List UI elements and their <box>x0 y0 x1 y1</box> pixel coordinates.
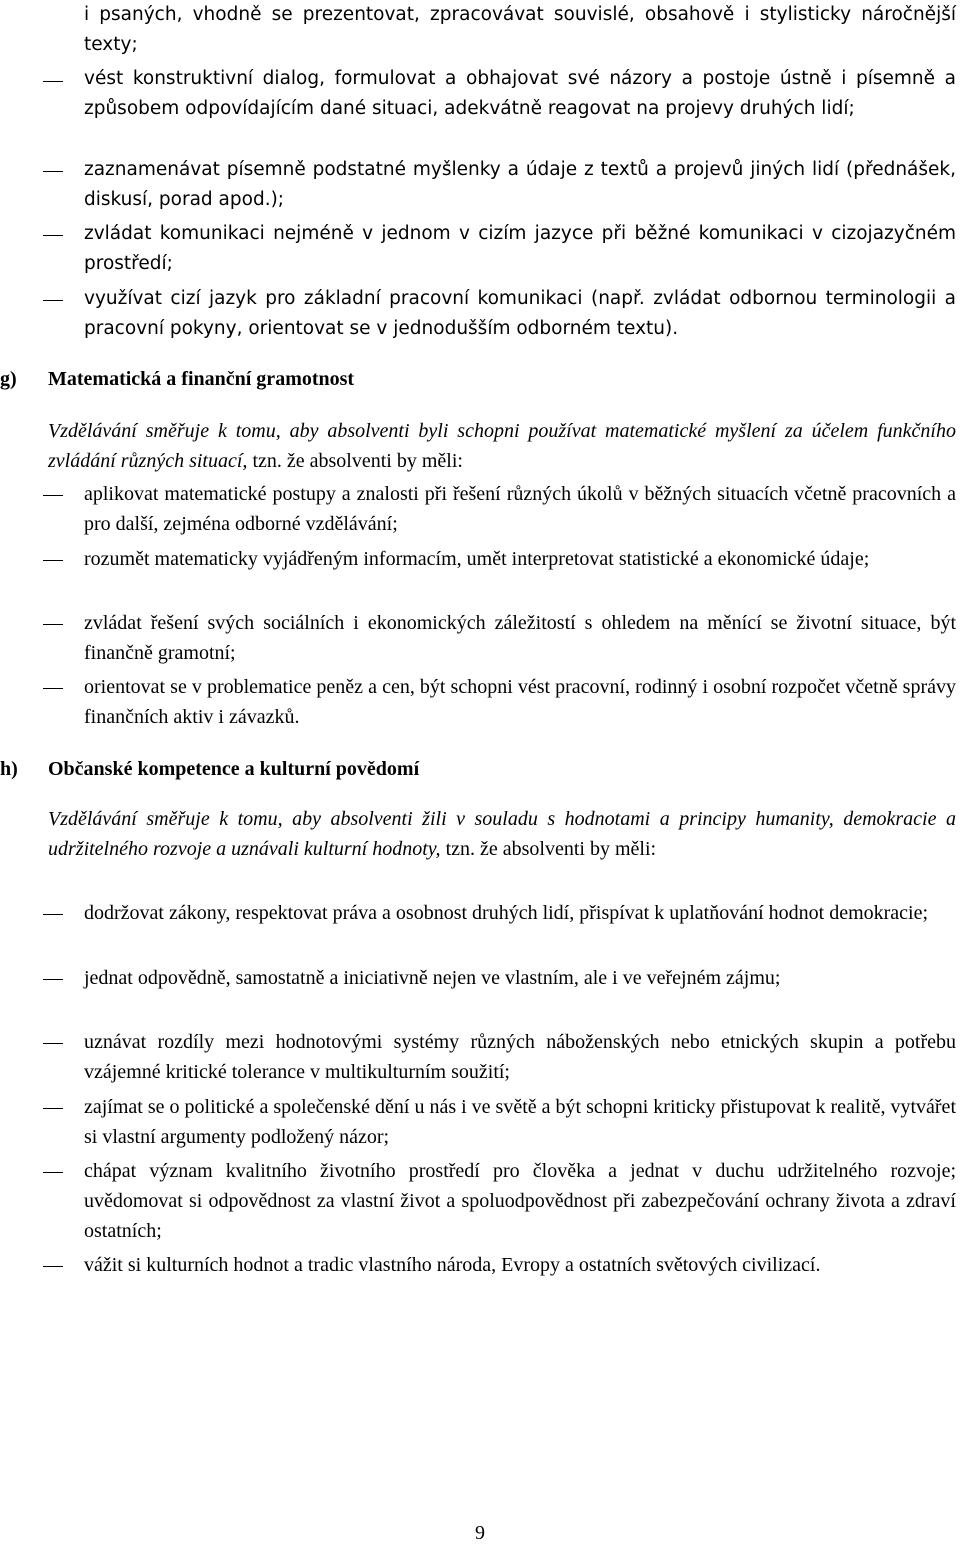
list-item: rozumět matematicky vyjádřeným informacím, umět interpretovat statistické a ekonomické údaje; <box>84 548 870 570</box>
bullet-dash <box>43 1043 63 1044</box>
list-item: zvládat komunikaci nejméně v jednom v cizím jazyce při běžné komunikaci v cizojazyčném prostředí; <box>84 223 956 274</box>
bullet-dash <box>43 495 63 496</box>
list-item: vést konstruktivní dialog, formulovat a obhajovat své názory a postoje ústně i písemně a způsobem odpovídajícím dané situaci, adekvátně reagovat na projevy druhých lidí; <box>84 68 956 119</box>
page-number: 9 <box>475 1522 485 1544</box>
section-heading: Občanské kompetence a kulturní povědomí <box>48 758 420 780</box>
bullet-dash <box>43 1108 63 1109</box>
bullet-dash <box>43 560 63 561</box>
list-item: jednat odpovědně, samostatně a iniciativně nejen ve vlastním, ale i ve veřejném zájmu; <box>84 967 781 989</box>
bullet-dash <box>43 235 63 236</box>
lead-text: i psaných, vhodně se prezentovat, zpracovávat souvislé, obsahově i stylisticky náročnější texty; <box>84 4 956 55</box>
list-item: zajímat se o politické a společenské dění u nás i ve světě a být schopni kriticky přistupovat k realitě, vytvářet si vlastní argumenty podložený názor; <box>84 1096 956 1148</box>
list-item: vážit si kulturních hodnot a tradic vlastního národa, Evropy a ostatních světových civilizací. <box>84 1254 821 1276</box>
bullet-dash <box>43 171 63 172</box>
bullet-dash <box>43 81 63 82</box>
section-intro <box>48 804 956 864</box>
intro-plain: tzn. že absolventi by měli: <box>440 838 657 860</box>
section-intro <box>48 416 956 476</box>
bullet-dash <box>43 1172 63 1173</box>
section-letter: g) <box>0 368 17 390</box>
list-item: zvládat řešení svých sociálních i ekonomických záležitostí s ohledem na měnící se životní situace, být finančně gramotní; <box>84 612 956 664</box>
list-item: dodržovat zákony, respektovat práva a osobnost druhých lidí, přispívat k uplatňování hodnot demokracie; <box>84 902 929 924</box>
intro-italic: Vzdělávání směřuje k tomu, aby absolventi byli schopni používat matematické myšlení za účelem funkčního zvládání různých situací, <box>48 420 956 472</box>
intro-plain: tzn. že absolventi by měli: <box>247 450 463 472</box>
bullet-dash <box>43 1266 63 1267</box>
list-item: využívat cizí jazyk pro základní pracovní komunikaci (např. zvládat odbornou terminologii a pracovní pokyny, orientovat se v jednodušším odborném textu). <box>84 288 956 339</box>
list-item: chápat význam kvalitního životního prostředí pro člověka a jednat v duchu udržitelného rozvoje; uvědomovat si odpovědnost za vlastní život a spoluodpovědnost při zabezpečování ochrany života a zdraví ostatních; <box>84 1160 956 1242</box>
bullet-dash <box>43 300 63 301</box>
list-item: uznávat rozdíly mezi hodnotovými systémy různých náboženských nebo etnických skupin a potřebu vzájemné kritické tolerance v multikulturním soužití; <box>84 1031 956 1083</box>
bullet-dash <box>43 624 63 625</box>
section-letter: h) <box>0 758 18 780</box>
bullet-dash <box>43 914 63 915</box>
bullet-dash <box>43 688 63 689</box>
intro-italic: Vzdělávání směřuje k tomu, aby absolventi žili v souladu s hodnotami a principy humanity, demokracie a udržitelného rozvoje a uznávali kulturní hodnoty, <box>48 808 956 860</box>
list-item: zaznamenávat písemně podstatné myšlenky a údaje z textů a projevů jiných lidí (přednášek, diskusí, porad apod.); <box>84 159 956 210</box>
list-item: aplikovat matematické postupy a znalosti při řešení různých úkolů v běžných situacích včetně pracovních a pro další, zejména odborné vzdělávání; <box>84 483 956 535</box>
section-heading: Matematická a finanční gramotnost <box>48 368 355 390</box>
bullet-dash <box>43 979 63 980</box>
list-item: orientovat se v problematice peněz a cen, být schopni vést pracovní, rodinný i osobní rozpočet včetně správy finančních aktiv i závazků. <box>84 676 956 728</box>
